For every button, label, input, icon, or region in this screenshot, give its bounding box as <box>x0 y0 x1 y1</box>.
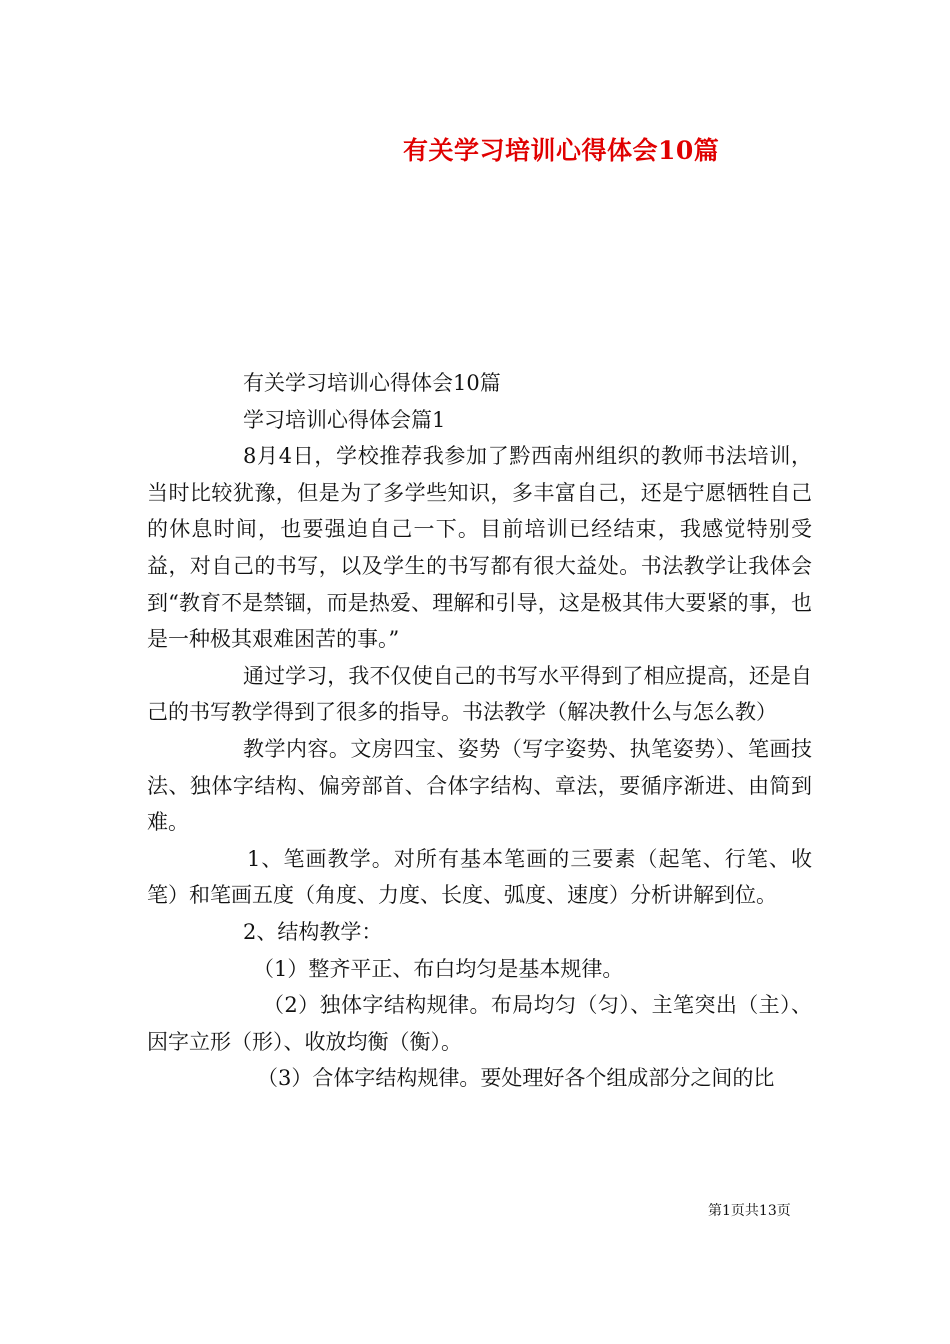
document-body <box>147 365 812 1097</box>
paragraph-4: 1、笔画教学。对所有基本笔画的三要素（起笔、行笔、收笔）和笔画五度（角度、力度、长度、弧度、速度）分析讲解到位。 <box>147 846 812 908</box>
paragraph-1: 8月4日，学校推荐我参加了黔西南州组织的教师书法培训，当时比较犹豫，但是为了多学些知识，多丰富自己，还是宁愿牺牲自己的休息时间，也要强迫自己一下。目前培训已经结束，我感觉特别受益，对自己的书写，以及学生的书写都有很大益处。书法教学让我体会到“教育不是禁锢，而是热爱、理解和引导，这是极其伟大要紧的事，也是一种极其艰难困苦的事。” <box>147 444 812 652</box>
paragraph-3: 教学内容。文房四宝、姿势（写字姿势、执笔姿势）、笔画技法、独体字结构、偏旁部首、合体字结构、章法，要循序渐进、由简到难。 <box>147 736 812 835</box>
paragraph-6: （1）整齐平正、布白均匀是基本规律。 <box>253 956 624 981</box>
body-title: 有关学习培训心得体会10篇 <box>243 371 501 395</box>
paragraph-7: （2）独体字结构规律。布局均匀（匀）、主笔突出（主）、因字立形（形）、收放均衡（衡）。 <box>147 993 812 1054</box>
paragraph-8: （3）合体字结构规律。要处理好各个组成部分之间的比 <box>257 1066 775 1091</box>
document-header-title: 有关学习培训心得体会10篇 <box>403 136 720 165</box>
page-footer: 第1页共13页 <box>708 1203 791 1219</box>
section-heading: 学习培训心得体会篇1 <box>243 407 446 432</box>
paragraph-5: 2、结构教学： <box>243 919 383 944</box>
paragraph-2: 通过学习，我不仅使自己的书写水平得到了相应提高，还是自己的书写教学得到了很多的指导。书法教学（解决教什么与怎么教） <box>147 663 812 725</box>
